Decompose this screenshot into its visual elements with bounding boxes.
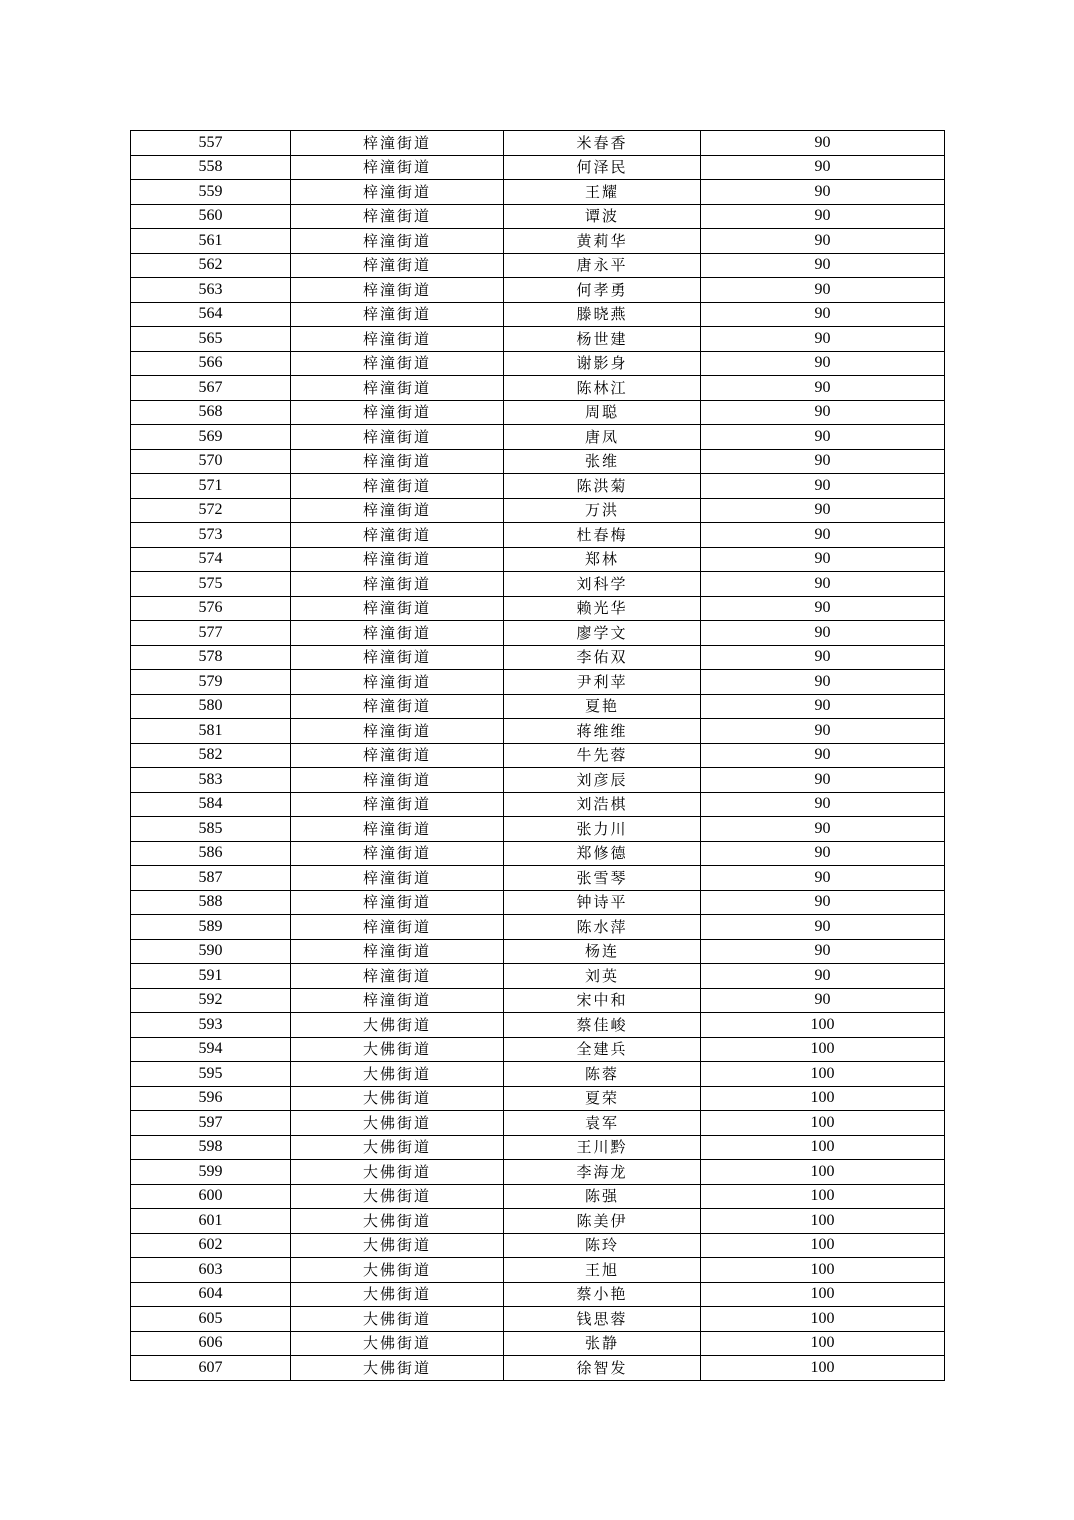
name-cell: 刘浩棋 bbox=[504, 792, 701, 817]
name-cell: 万洪 bbox=[504, 498, 701, 523]
name-cell: 廖学文 bbox=[504, 621, 701, 646]
table-row bbox=[131, 376, 945, 401]
street-cell: 梓潼街道 bbox=[291, 180, 504, 205]
table-row bbox=[131, 743, 945, 768]
row-number-cell: 601 bbox=[131, 1209, 291, 1234]
score-cell: 90 bbox=[701, 572, 945, 597]
score-cell: 90 bbox=[701, 155, 945, 180]
name-cell: 谭波 bbox=[504, 204, 701, 229]
score-cell: 90 bbox=[701, 204, 945, 229]
street-cell: 梓潼街道 bbox=[291, 915, 504, 940]
name-cell: 刘科学 bbox=[504, 572, 701, 597]
name-cell: 张力川 bbox=[504, 817, 701, 842]
row-number-cell: 560 bbox=[131, 204, 291, 229]
table-row bbox=[131, 253, 945, 278]
row-number-cell: 579 bbox=[131, 670, 291, 695]
score-cell: 90 bbox=[701, 229, 945, 254]
score-cell: 90 bbox=[701, 327, 945, 352]
score-cell: 100 bbox=[701, 1135, 945, 1160]
row-number-cell: 562 bbox=[131, 253, 291, 278]
table-row bbox=[131, 1209, 945, 1234]
score-cell: 90 bbox=[701, 253, 945, 278]
street-cell: 梓潼街道 bbox=[291, 204, 504, 229]
row-number-cell: 569 bbox=[131, 425, 291, 450]
name-cell: 王川黔 bbox=[504, 1135, 701, 1160]
street-cell: 梓潼街道 bbox=[291, 351, 504, 376]
street-cell: 大佛街道 bbox=[291, 1111, 504, 1136]
street-cell: 大佛街道 bbox=[291, 1258, 504, 1283]
street-cell: 梓潼街道 bbox=[291, 964, 504, 989]
name-cell: 陈蓉 bbox=[504, 1062, 701, 1087]
score-cell: 90 bbox=[701, 719, 945, 744]
street-cell: 梓潼街道 bbox=[291, 841, 504, 866]
street-cell: 大佛街道 bbox=[291, 1135, 504, 1160]
score-cell: 100 bbox=[701, 1184, 945, 1209]
score-cell: 100 bbox=[701, 1037, 945, 1062]
row-number-cell: 585 bbox=[131, 817, 291, 842]
street-cell: 梓潼街道 bbox=[291, 596, 504, 621]
street-cell: 梓潼街道 bbox=[291, 792, 504, 817]
table-row bbox=[131, 939, 945, 964]
score-cell: 90 bbox=[701, 523, 945, 548]
data-table bbox=[130, 130, 945, 1381]
score-cell: 100 bbox=[701, 1233, 945, 1258]
name-cell: 刘英 bbox=[504, 964, 701, 989]
street-cell: 大佛街道 bbox=[291, 1331, 504, 1356]
street-cell: 大佛街道 bbox=[291, 1184, 504, 1209]
name-cell: 徐智发 bbox=[504, 1356, 701, 1381]
row-number-cell: 557 bbox=[131, 131, 291, 156]
score-cell: 90 bbox=[701, 474, 945, 499]
table-row bbox=[131, 1282, 945, 1307]
street-cell: 梓潼街道 bbox=[291, 474, 504, 499]
table-row bbox=[131, 621, 945, 646]
score-cell: 90 bbox=[701, 964, 945, 989]
row-number-cell: 587 bbox=[131, 866, 291, 891]
row-number-cell: 606 bbox=[131, 1331, 291, 1356]
score-cell: 90 bbox=[701, 988, 945, 1013]
street-cell: 梓潼街道 bbox=[291, 523, 504, 548]
table-row bbox=[131, 1111, 945, 1136]
table-row bbox=[131, 670, 945, 695]
name-cell: 米春香 bbox=[504, 131, 701, 156]
name-cell: 钟诗平 bbox=[504, 890, 701, 915]
name-cell: 王旭 bbox=[504, 1258, 701, 1283]
score-cell: 90 bbox=[701, 694, 945, 719]
name-cell: 杜春梅 bbox=[504, 523, 701, 548]
row-number-cell: 558 bbox=[131, 155, 291, 180]
street-cell: 梓潼街道 bbox=[291, 302, 504, 327]
table-row bbox=[131, 351, 945, 376]
table-row bbox=[131, 302, 945, 327]
row-number-cell: 559 bbox=[131, 180, 291, 205]
row-number-cell: 570 bbox=[131, 449, 291, 474]
score-cell: 90 bbox=[701, 400, 945, 425]
row-number-cell: 589 bbox=[131, 915, 291, 940]
table-row bbox=[131, 1258, 945, 1283]
name-cell: 陈强 bbox=[504, 1184, 701, 1209]
table-row bbox=[131, 425, 945, 450]
table-row bbox=[131, 1160, 945, 1185]
row-number-cell: 603 bbox=[131, 1258, 291, 1283]
table-row bbox=[131, 1356, 945, 1381]
score-cell: 90 bbox=[701, 621, 945, 646]
table-row bbox=[131, 572, 945, 597]
street-cell: 梓潼街道 bbox=[291, 131, 504, 156]
row-number-cell: 577 bbox=[131, 621, 291, 646]
table-row bbox=[131, 964, 945, 989]
street-cell: 大佛街道 bbox=[291, 1086, 504, 1111]
row-number-cell: 602 bbox=[131, 1233, 291, 1258]
street-cell: 梓潼街道 bbox=[291, 768, 504, 793]
table-row bbox=[131, 694, 945, 719]
score-cell: 90 bbox=[701, 596, 945, 621]
table-row bbox=[131, 1013, 945, 1038]
name-cell: 李佑双 bbox=[504, 645, 701, 670]
row-number-cell: 566 bbox=[131, 351, 291, 376]
row-number-cell: 592 bbox=[131, 988, 291, 1013]
score-cell: 90 bbox=[701, 425, 945, 450]
table-row bbox=[131, 474, 945, 499]
name-cell: 李海龙 bbox=[504, 1160, 701, 1185]
street-cell: 梓潼街道 bbox=[291, 645, 504, 670]
street-cell: 梓潼街道 bbox=[291, 449, 504, 474]
name-cell: 夏艳 bbox=[504, 694, 701, 719]
street-cell: 梓潼街道 bbox=[291, 425, 504, 450]
street-cell: 大佛街道 bbox=[291, 1160, 504, 1185]
name-cell: 谢影身 bbox=[504, 351, 701, 376]
score-cell: 100 bbox=[701, 1086, 945, 1111]
name-cell: 张雪琴 bbox=[504, 866, 701, 891]
street-cell: 大佛街道 bbox=[291, 1356, 504, 1381]
table-row bbox=[131, 400, 945, 425]
row-number-cell: 583 bbox=[131, 768, 291, 793]
street-cell: 梓潼街道 bbox=[291, 547, 504, 572]
name-cell: 蔡佳峻 bbox=[504, 1013, 701, 1038]
name-cell: 陈美伊 bbox=[504, 1209, 701, 1234]
score-cell: 100 bbox=[701, 1282, 945, 1307]
row-number-cell: 607 bbox=[131, 1356, 291, 1381]
score-cell: 90 bbox=[701, 743, 945, 768]
table-row bbox=[131, 180, 945, 205]
score-cell: 90 bbox=[701, 915, 945, 940]
row-number-cell: 593 bbox=[131, 1013, 291, 1038]
table-row bbox=[131, 1184, 945, 1209]
row-number-cell: 576 bbox=[131, 596, 291, 621]
table-row bbox=[131, 792, 945, 817]
name-cell: 杨世建 bbox=[504, 327, 701, 352]
table-row bbox=[131, 890, 945, 915]
street-cell: 梓潼街道 bbox=[291, 743, 504, 768]
row-number-cell: 578 bbox=[131, 645, 291, 670]
street-cell: 梓潼街道 bbox=[291, 719, 504, 744]
name-cell: 全建兵 bbox=[504, 1037, 701, 1062]
row-number-cell: 591 bbox=[131, 964, 291, 989]
score-cell: 100 bbox=[701, 1307, 945, 1332]
name-cell: 唐凤 bbox=[504, 425, 701, 450]
name-cell: 王耀 bbox=[504, 180, 701, 205]
row-number-cell: 599 bbox=[131, 1160, 291, 1185]
score-cell: 100 bbox=[701, 1062, 945, 1087]
score-cell: 100 bbox=[701, 1331, 945, 1356]
score-cell: 100 bbox=[701, 1160, 945, 1185]
street-cell: 梓潼街道 bbox=[291, 376, 504, 401]
score-cell: 90 bbox=[701, 670, 945, 695]
row-number-cell: 580 bbox=[131, 694, 291, 719]
table-row bbox=[131, 645, 945, 670]
row-number-cell: 600 bbox=[131, 1184, 291, 1209]
name-cell: 周聪 bbox=[504, 400, 701, 425]
table-row bbox=[131, 719, 945, 744]
street-cell: 梓潼街道 bbox=[291, 890, 504, 915]
score-cell: 90 bbox=[701, 841, 945, 866]
name-cell: 陈林江 bbox=[504, 376, 701, 401]
street-cell: 梓潼街道 bbox=[291, 327, 504, 352]
table-row bbox=[131, 1307, 945, 1332]
score-cell: 90 bbox=[701, 817, 945, 842]
score-cell: 90 bbox=[701, 131, 945, 156]
row-number-cell: 561 bbox=[131, 229, 291, 254]
score-cell: 100 bbox=[701, 1356, 945, 1381]
street-cell: 梓潼街道 bbox=[291, 278, 504, 303]
table-row bbox=[131, 1233, 945, 1258]
score-cell: 90 bbox=[701, 302, 945, 327]
table-row bbox=[131, 204, 945, 229]
street-cell: 大佛街道 bbox=[291, 1037, 504, 1062]
street-cell: 梓潼街道 bbox=[291, 939, 504, 964]
table-row bbox=[131, 498, 945, 523]
name-cell: 郑林 bbox=[504, 547, 701, 572]
street-cell: 大佛街道 bbox=[291, 1307, 504, 1332]
score-cell: 90 bbox=[701, 376, 945, 401]
name-cell: 郑修德 bbox=[504, 841, 701, 866]
score-cell: 100 bbox=[701, 1013, 945, 1038]
score-cell: 90 bbox=[701, 792, 945, 817]
row-number-cell: 605 bbox=[131, 1307, 291, 1332]
name-cell: 陈玲 bbox=[504, 1233, 701, 1258]
street-cell: 梓潼街道 bbox=[291, 817, 504, 842]
row-number-cell: 572 bbox=[131, 498, 291, 523]
row-number-cell: 574 bbox=[131, 547, 291, 572]
name-cell: 钱思蓉 bbox=[504, 1307, 701, 1332]
name-cell: 张维 bbox=[504, 449, 701, 474]
table-row bbox=[131, 1331, 945, 1356]
name-cell: 夏荣 bbox=[504, 1086, 701, 1111]
row-number-cell: 565 bbox=[131, 327, 291, 352]
row-number-cell: 597 bbox=[131, 1111, 291, 1136]
table-row bbox=[131, 278, 945, 303]
table-row bbox=[131, 523, 945, 548]
score-cell: 90 bbox=[701, 278, 945, 303]
table-row bbox=[131, 1062, 945, 1087]
table-row bbox=[131, 155, 945, 180]
score-cell: 90 bbox=[701, 498, 945, 523]
name-cell: 刘彦辰 bbox=[504, 768, 701, 793]
score-cell: 90 bbox=[701, 449, 945, 474]
table-row bbox=[131, 229, 945, 254]
score-cell: 90 bbox=[701, 866, 945, 891]
row-number-cell: 586 bbox=[131, 841, 291, 866]
table-row bbox=[131, 547, 945, 572]
street-cell: 梓潼街道 bbox=[291, 988, 504, 1013]
table-row bbox=[131, 841, 945, 866]
row-number-cell: 568 bbox=[131, 400, 291, 425]
name-cell: 宋中和 bbox=[504, 988, 701, 1013]
table-row bbox=[131, 915, 945, 940]
score-cell: 100 bbox=[701, 1209, 945, 1234]
row-number-cell: 567 bbox=[131, 376, 291, 401]
row-number-cell: 563 bbox=[131, 278, 291, 303]
name-cell: 陈洪菊 bbox=[504, 474, 701, 499]
street-cell: 大佛街道 bbox=[291, 1282, 504, 1307]
table-body bbox=[131, 131, 945, 1381]
street-cell: 梓潼街道 bbox=[291, 572, 504, 597]
street-cell: 梓潼街道 bbox=[291, 621, 504, 646]
name-cell: 何泽民 bbox=[504, 155, 701, 180]
row-number-cell: 590 bbox=[131, 939, 291, 964]
street-cell: 梓潼街道 bbox=[291, 400, 504, 425]
row-number-cell: 582 bbox=[131, 743, 291, 768]
score-cell: 90 bbox=[701, 768, 945, 793]
table-row bbox=[131, 866, 945, 891]
table-row bbox=[131, 768, 945, 793]
street-cell: 大佛街道 bbox=[291, 1062, 504, 1087]
table-row bbox=[131, 449, 945, 474]
name-cell: 何孝勇 bbox=[504, 278, 701, 303]
score-cell: 90 bbox=[701, 939, 945, 964]
name-cell: 黄莉华 bbox=[504, 229, 701, 254]
street-cell: 梓潼街道 bbox=[291, 866, 504, 891]
row-number-cell: 595 bbox=[131, 1062, 291, 1087]
table-row bbox=[131, 1135, 945, 1160]
row-number-cell: 604 bbox=[131, 1282, 291, 1307]
row-number-cell: 588 bbox=[131, 890, 291, 915]
row-number-cell: 584 bbox=[131, 792, 291, 817]
name-cell: 滕晓燕 bbox=[504, 302, 701, 327]
street-cell: 梓潼街道 bbox=[291, 253, 504, 278]
table-row bbox=[131, 988, 945, 1013]
row-number-cell: 596 bbox=[131, 1086, 291, 1111]
row-number-cell: 598 bbox=[131, 1135, 291, 1160]
street-cell: 大佛街道 bbox=[291, 1233, 504, 1258]
row-number-cell: 594 bbox=[131, 1037, 291, 1062]
table-row bbox=[131, 596, 945, 621]
row-number-cell: 581 bbox=[131, 719, 291, 744]
table-row bbox=[131, 327, 945, 352]
name-cell: 蔡小艳 bbox=[504, 1282, 701, 1307]
score-cell: 90 bbox=[701, 351, 945, 376]
street-cell: 梓潼街道 bbox=[291, 229, 504, 254]
row-number-cell: 564 bbox=[131, 302, 291, 327]
street-cell: 梓潼街道 bbox=[291, 670, 504, 695]
table-row bbox=[131, 1086, 945, 1111]
score-cell: 100 bbox=[701, 1111, 945, 1136]
street-cell: 梓潼街道 bbox=[291, 498, 504, 523]
street-cell: 梓潼街道 bbox=[291, 694, 504, 719]
name-cell: 赖光华 bbox=[504, 596, 701, 621]
table-row bbox=[131, 817, 945, 842]
score-cell: 90 bbox=[701, 547, 945, 572]
row-number-cell: 575 bbox=[131, 572, 291, 597]
score-cell: 90 bbox=[701, 180, 945, 205]
name-cell: 尹利苹 bbox=[504, 670, 701, 695]
street-cell: 梓潼街道 bbox=[291, 155, 504, 180]
name-cell: 唐永平 bbox=[504, 253, 701, 278]
name-cell: 张静 bbox=[504, 1331, 701, 1356]
table-row bbox=[131, 1037, 945, 1062]
name-cell: 陈水萍 bbox=[504, 915, 701, 940]
street-cell: 大佛街道 bbox=[291, 1209, 504, 1234]
name-cell: 杨连 bbox=[504, 939, 701, 964]
row-number-cell: 571 bbox=[131, 474, 291, 499]
table-row bbox=[131, 131, 945, 156]
score-cell: 90 bbox=[701, 645, 945, 670]
name-cell: 袁军 bbox=[504, 1111, 701, 1136]
score-cell: 90 bbox=[701, 890, 945, 915]
street-cell: 大佛街道 bbox=[291, 1013, 504, 1038]
name-cell: 蒋维维 bbox=[504, 719, 701, 744]
name-cell: 牛先蓉 bbox=[504, 743, 701, 768]
score-cell: 100 bbox=[701, 1258, 945, 1283]
row-number-cell: 573 bbox=[131, 523, 291, 548]
